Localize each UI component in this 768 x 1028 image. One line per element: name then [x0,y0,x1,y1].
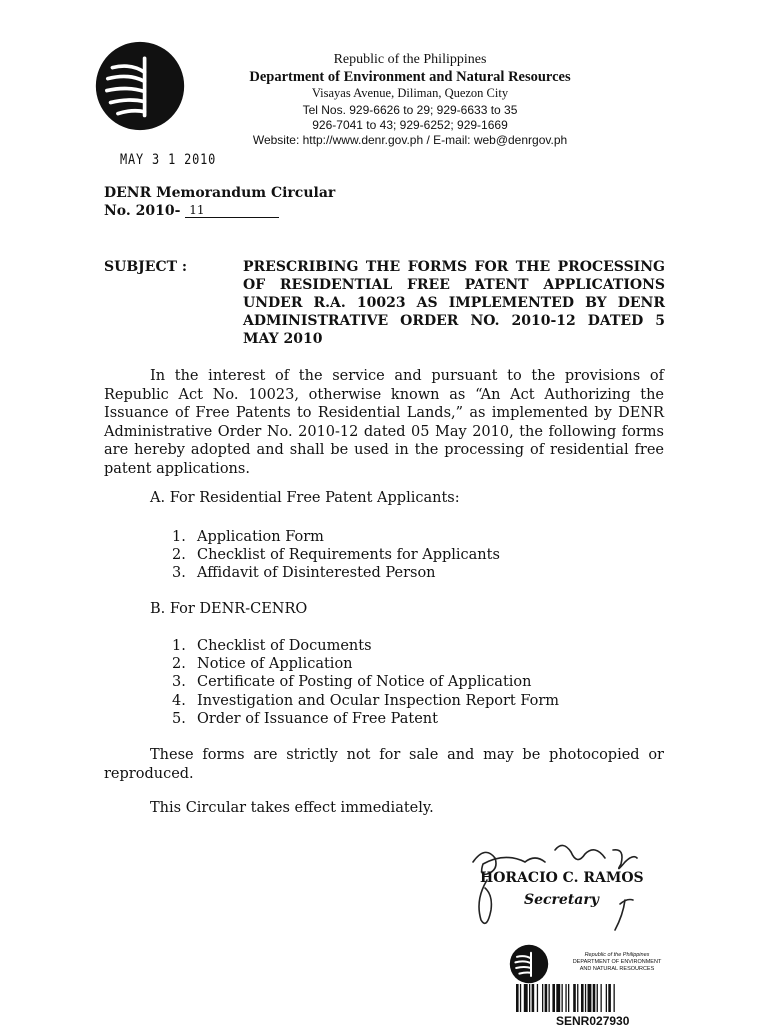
date-stamp: MAY 3 1 2010 [120,152,217,168]
memo-number-prefix: No. 2010- [104,203,181,219]
signer-name: HORACIO C. RAMOS [480,870,644,886]
list-item: 3. Certificate of Posting of Notice of Application [172,674,532,691]
paragraph-effectivity: This Circular takes effect immediately. [150,800,434,816]
memo-title: DENR Memorandum Circular [104,185,336,201]
barcode-icon [516,984,676,1016]
memo-number [104,203,279,219]
barcode-code: SENR027930 [556,1014,630,1028]
seal-line-2: DEPARTMENT OF ENVIRONMENT [572,959,662,965]
seal-text [552,952,682,973]
list-item: 2. Notice of Application [172,656,353,673]
seal-line-3: AND NATURAL RESOURCES [579,966,655,972]
paragraph-reproduction: These forms are strictly not for sale and may be photocopied or reproduced. [104,747,664,782]
section-b-list [172,637,559,728]
section-a-list [172,528,500,583]
seal-line-1: Republic of the Philippines [584,952,650,958]
section-b-heading: B. For DENR-CENRO [150,601,308,617]
list-item: 2. Checklist of Requirements for Applicants [172,547,500,564]
paragraph-intro: In the interest of the service and pursuant to the provisions of Republic Act No. 10023, otherwise known as “An Act Authorizing the Issuance of Free Patents to Residential Lands,” as implemented by DENR Administrative Order No. 2010-12 dated 05 May 2010, the following forms are hereby adopted and shall be used in the processing of residential free patent applications. [104,368,664,477]
subject-label: SUBJECT : [104,259,188,275]
subject-text: PRESCRIBING THE FORMS FOR THE PROCESSING OF RESIDENTIAL FREE PATENT APPLICATIONS UNDER R.A. 10023 AS IMPLEMENTED BY DENR ADMINISTRATIVE ORDER NO. 2010-12 DATED 5 MAY 2010 [243,259,665,347]
signer-title: Secretary [524,892,599,908]
letterhead-phones-2: 926-7041 to 43; 929-6252; 929-1669 [312,118,508,132]
section-a-heading: A. For Residential Free Patent Applicants: [150,490,460,506]
denr-seal-icon [509,944,549,984]
list-item: 4. Investigation and Ocular Inspection Report Form [172,692,560,709]
letterhead-address: Visayas Avenue, Diliman, Quezon City [311,86,509,100]
letterhead-phones-1: Tel Nos. 929-6626 to 29; 929-6633 to 35 [302,103,518,117]
list-item: 1. Checklist of Documents [172,638,372,654]
memo-number-value: 11 [185,203,279,218]
letterhead-department: Department of Environment and Natural Resources [249,69,571,85]
letterhead-website: Website: http://www.denr.gov.ph / E-mail: web@denrgov.ph [252,133,568,147]
list-item: 1. Application Form [172,529,324,545]
list-item: 5. Order of Issuance of Free Patent [172,710,438,727]
list-item: 3. Affidavit of Disinterested Person [172,565,436,582]
denr-logo-icon [94,40,186,132]
letterhead-republic: Republic of the Philippines [333,52,487,67]
signature-icon [465,840,645,935]
